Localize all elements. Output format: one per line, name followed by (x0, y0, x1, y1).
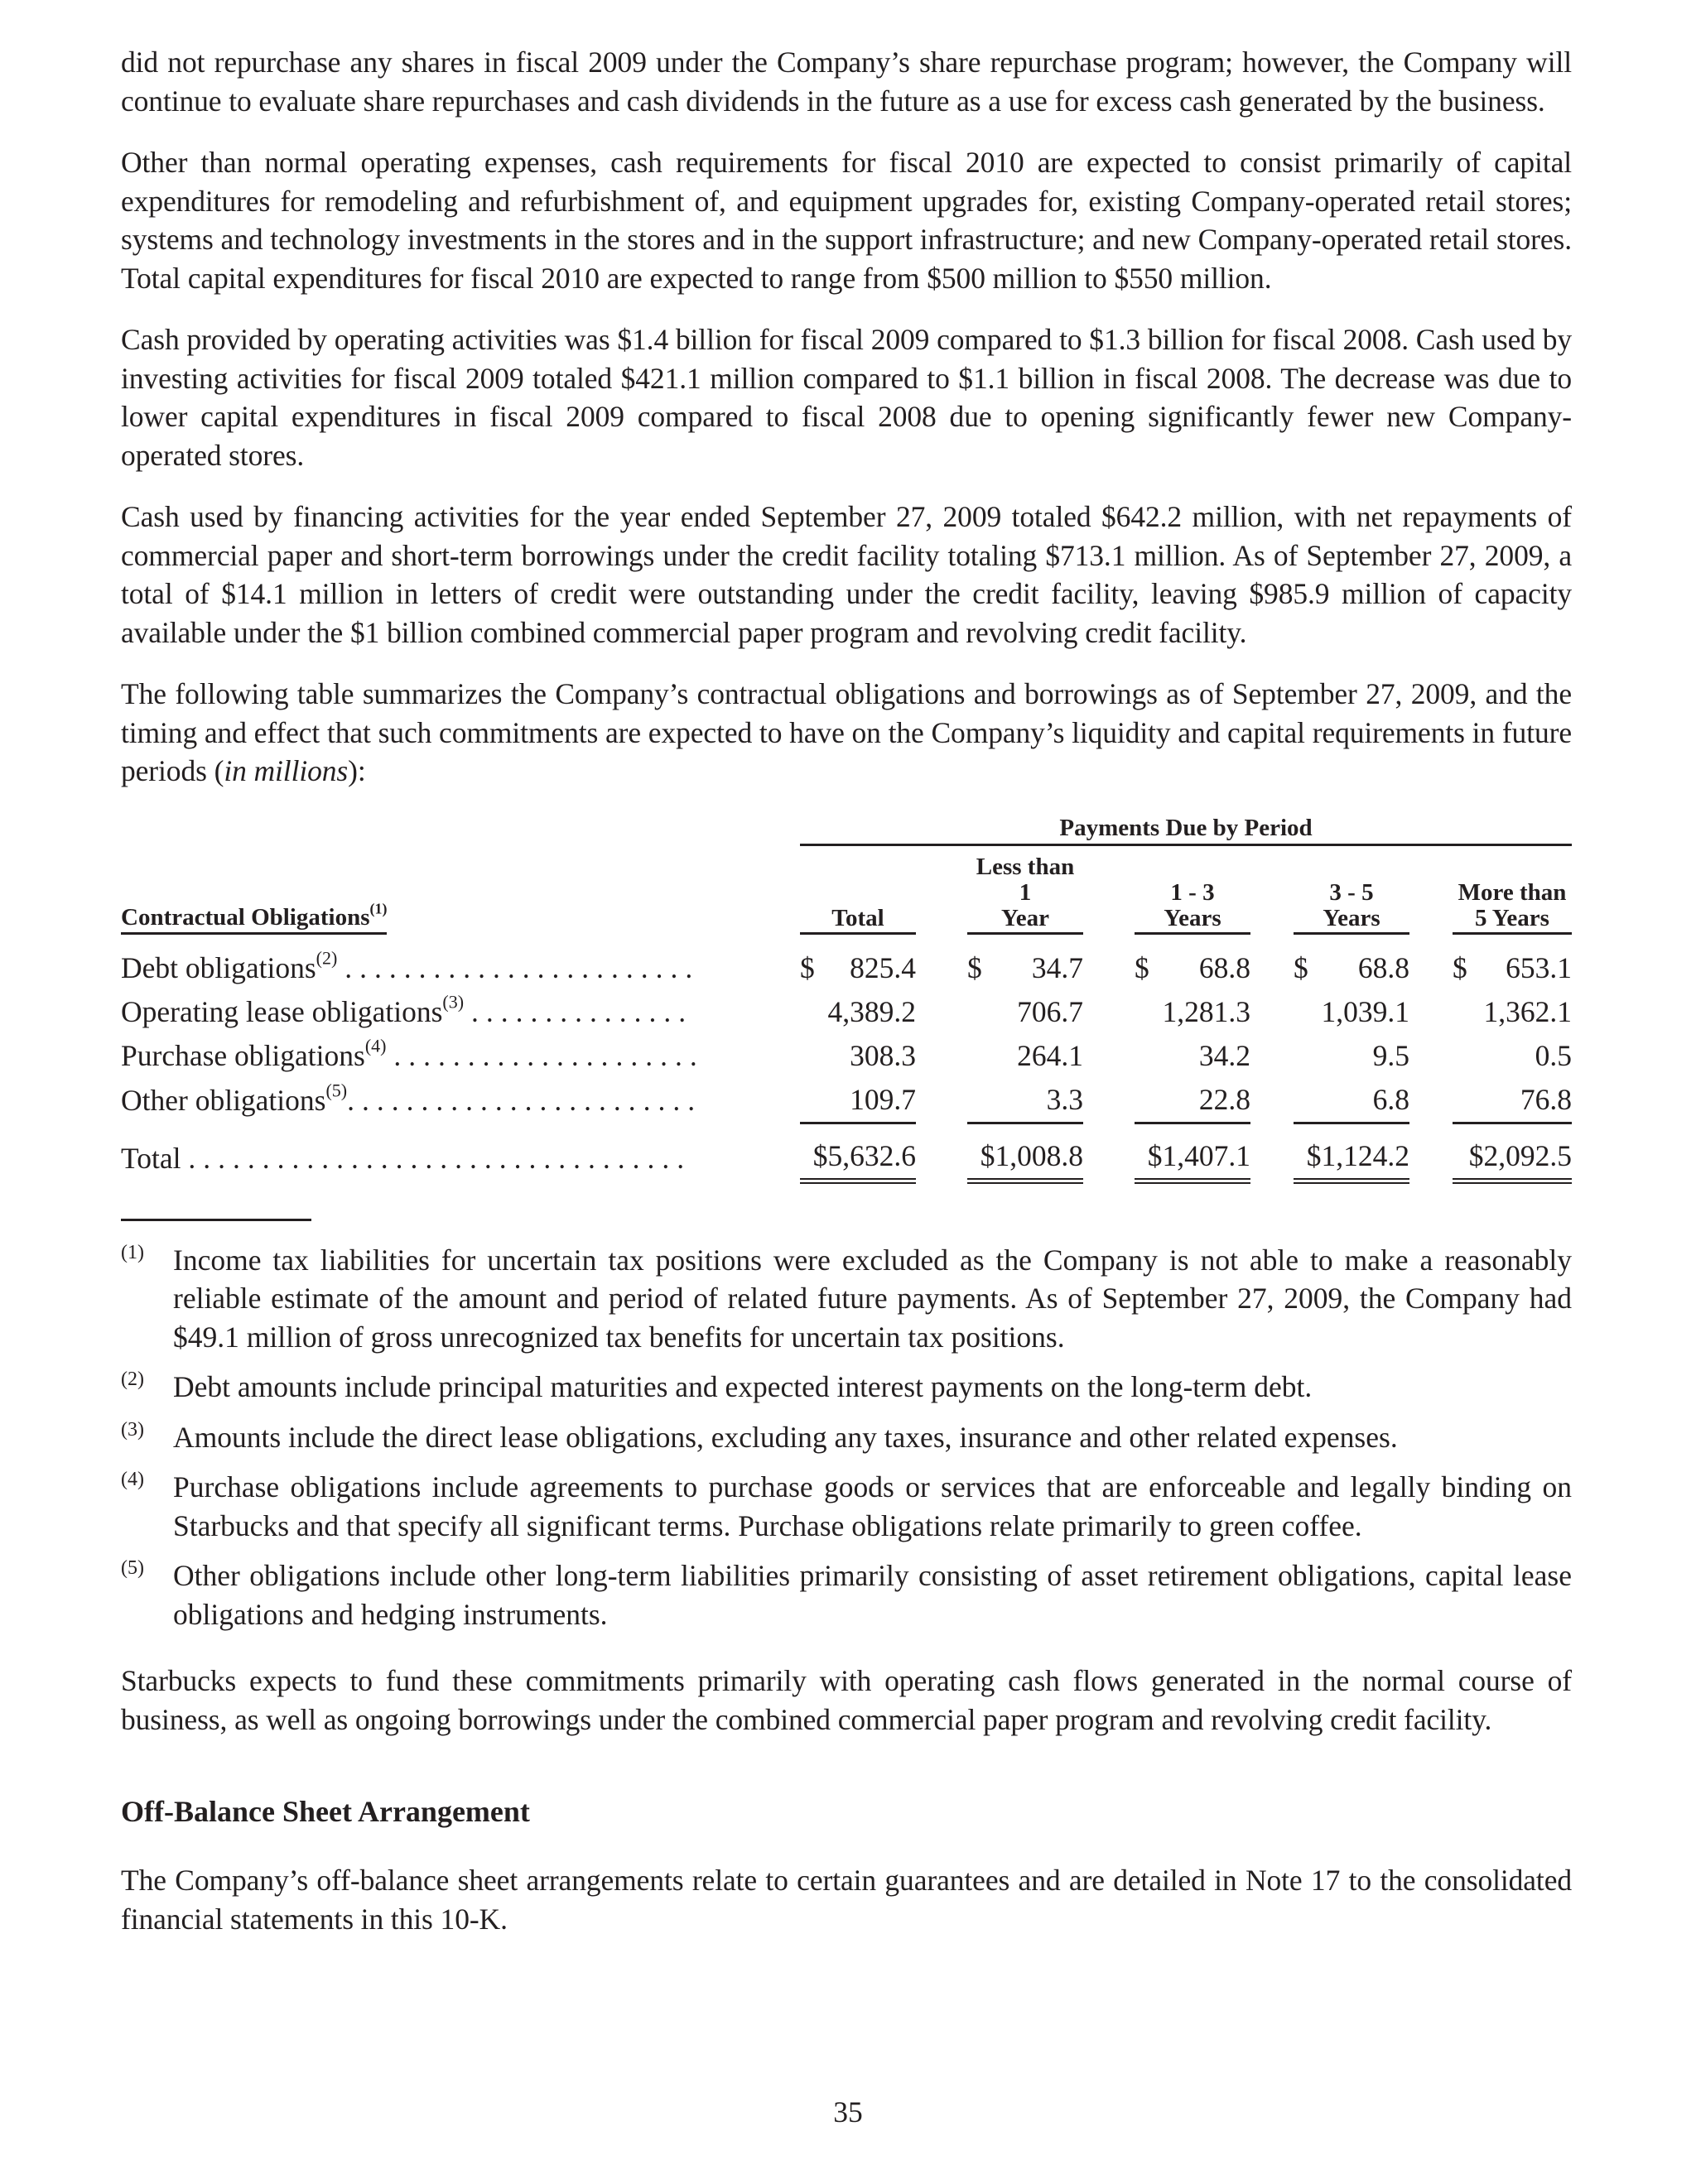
document-page (121, 43, 1572, 1961)
footnote-divider (121, 1219, 311, 1221)
cell-3-5: $1,124.2 (1294, 1124, 1409, 1184)
footnote-3: (3) Amounts include the direct lease obligations, excluding any taxes, insurance and other related expenses. (121, 1418, 1398, 1454)
col-header-1-3-years: 1 - 3 Years (1135, 844, 1250, 935)
cell-more-than-5: $2,092.5 (1453, 1124, 1572, 1184)
cell-less-than-1: $1,008.8 (967, 1124, 1083, 1184)
paragraph-funding: Starbucks expects to fund these commitments primarily with operating cash flows generated in the normal course of business, as well as ongoing borrowings under the combined commercial paper program and revolving credit facility. (121, 1664, 1572, 1736)
cell-total: 4,389.2 (827, 994, 916, 1028)
cell-1-3: 22.8 (1135, 1078, 1250, 1124)
table-span-header-row (121, 814, 1572, 845)
table-row-other-obligations (121, 1078, 1572, 1124)
cell-less-than-1: $ 34.7 (967, 950, 1083, 984)
col-header-3-5-years: 3 - 5 Years (1294, 844, 1409, 935)
footnote-1: (1) Income tax liabilities for uncertain tax positions were excluded as the Company is not able to make a reasonably reliable estimate of the amount and period of related future payments. As of September 27, 2009, the Company had $49.1 million of gross unrecognized tax benefits for uncertain tax positions. (121, 1241, 1572, 1354)
cell-1-3: 1,281.3 (1162, 994, 1250, 1028)
cell-total: 109.7 (800, 1078, 916, 1124)
paragraph-financing: Cash used by financing activities for the year ended September 27, 2009 totaled $642.2 million, with net repayments of commercial paper and short-term borrowings under the credit facility totaling $713.1 million. As of September 27, 2009, a total of $14.1 million in letters of credit were outstanding under the credit facility, leaving $985.9 million of capacity available under the $1 billion combined commercial paper program and revolving credit facility. (121, 500, 1572, 649)
paragraph-off-balance-sheet: The Company’s off-balance sheet arrangements relate to certain guarantees and are detailed in Note 17 to the consolidated financial statements in this 10-K. (121, 1864, 1572, 1936)
section-heading-off-balance-sheet: Off-Balance Sheet Arrangement (121, 1795, 530, 1828)
row-label: Debt obligations$^{(2)}$ ........................ (121, 947, 701, 984)
paragraph-cash-requirements: Other than normal operating expenses, cash requirements for fiscal 2010 are expected to consist primarily of capital expenditures for remodeling and refurbishment of, and equipment upgrades for, existing Company-operated retail stores; systems and technology investments in the stores and in the support infrastructure; and new Company-operated retail stores. Total capital expenditures for fiscal 2010 are expected to range from $500 million to $550 million. (121, 146, 1572, 295)
cell-less-than-1: 3.3 (967, 1078, 1083, 1124)
cell-3-5: 9.5 (1372, 1038, 1409, 1072)
table-row-purchase-obligations (121, 1034, 1572, 1078)
cell-1-3: 34.2 (1198, 1038, 1250, 1072)
row-label: Other obligations$^{(5)}$........................ (121, 1080, 703, 1117)
payments-due-header: Payments Due by Period (800, 814, 1572, 845)
label-column-header: Contractual Obligations$^{(1)}$ (121, 844, 800, 935)
italic-units: in millions (224, 754, 349, 787)
col-header-total: Total (800, 844, 916, 935)
paragraph-table-intro: The following table summarizes the Company’s contractual obligations and borrowings as of September 27, 2009, and the timing and effect that such commitments are expected to have on the Company’s liquidity and capital requirements in future periods (in millions): (121, 677, 1572, 787)
footnote-5: (5) Other obligations include other long-term liabilities primarily consisting of asset retirement obligations, capital lease obligations and hedging instruments. (121, 1557, 1572, 1631)
table-row-operating-lease-obligations (121, 990, 1572, 1034)
col-header-more-than-5-years: More than 5 Years (1453, 844, 1572, 935)
row-label: Purchase obligations$^{(4)}$ ..................... (121, 1035, 705, 1072)
table-row-total (121, 1124, 1572, 1184)
cell-total: $ 825.4 (800, 950, 916, 984)
table-row-debt-obligations (121, 946, 1572, 990)
row-label: Operating lease obligations$^{(3)}$ ............... (121, 991, 694, 1028)
cell-total: 308.3 (850, 1038, 916, 1072)
col-header-less-than-1-year: Less than 1 Year (967, 844, 1083, 935)
paragraph-operating-investing: Cash provided by operating activities was $1.4 billion for fiscal 2009 compared to $1.3 billion for fiscal 2008. Cash used by investing activities for fiscal 2009 totaled $421.1 million compared to $1.1 billion in fiscal 2008. The decrease was due to lower capital expenditures in fiscal 2009 compared to fiscal 2008 due to opening significantly fewer new Company-operated stores. (121, 323, 1572, 472)
footnote-2: (2) Debt amounts include principal maturities and expected interest payments on the long-term debt. (121, 1369, 1313, 1403)
cell-more-than-5: 1,362.1 (1483, 994, 1572, 1028)
page-number: 35 (833, 2095, 863, 2129)
contractual-obligations-table (121, 814, 1572, 1184)
cell-less-than-1: 264.1 (1017, 1038, 1083, 1072)
cell-more-than-5: 76.8 (1453, 1078, 1572, 1124)
table-column-header-row (121, 844, 1572, 935)
footnote-4: (4) Purchase obligations include agreements to purchase goods or services that are enforceable and legally binding on Starbucks and that specify all significant terms. Purchase obligations relate primarily to green coffee. (121, 1469, 1572, 1542)
row-label: Total .................................. (121, 1142, 692, 1175)
paragraph-share-repurchase: did not repurchase any shares in fiscal 2009 under the Company’s share repurchase program; however, the Company will continue to evaluate share repurchases and cash dividends in the future as a use for excess cash generated by the business. (121, 46, 1572, 118)
cell-3-5: 1,039.1 (1321, 994, 1409, 1028)
cell-3-5: 6.8 (1294, 1078, 1409, 1124)
cell-3-5: $ 68.8 (1294, 950, 1409, 984)
cell-1-3: $1,407.1 (1135, 1124, 1250, 1184)
cell-more-than-5: 0.5 (1535, 1038, 1572, 1072)
cell-total: $5,632.6 (800, 1124, 916, 1184)
cell-more-than-5: $ 653.1 (1453, 950, 1572, 984)
cell-less-than-1: 706.7 (1017, 994, 1083, 1028)
cell-1-3: $ 68.8 (1135, 950, 1250, 984)
